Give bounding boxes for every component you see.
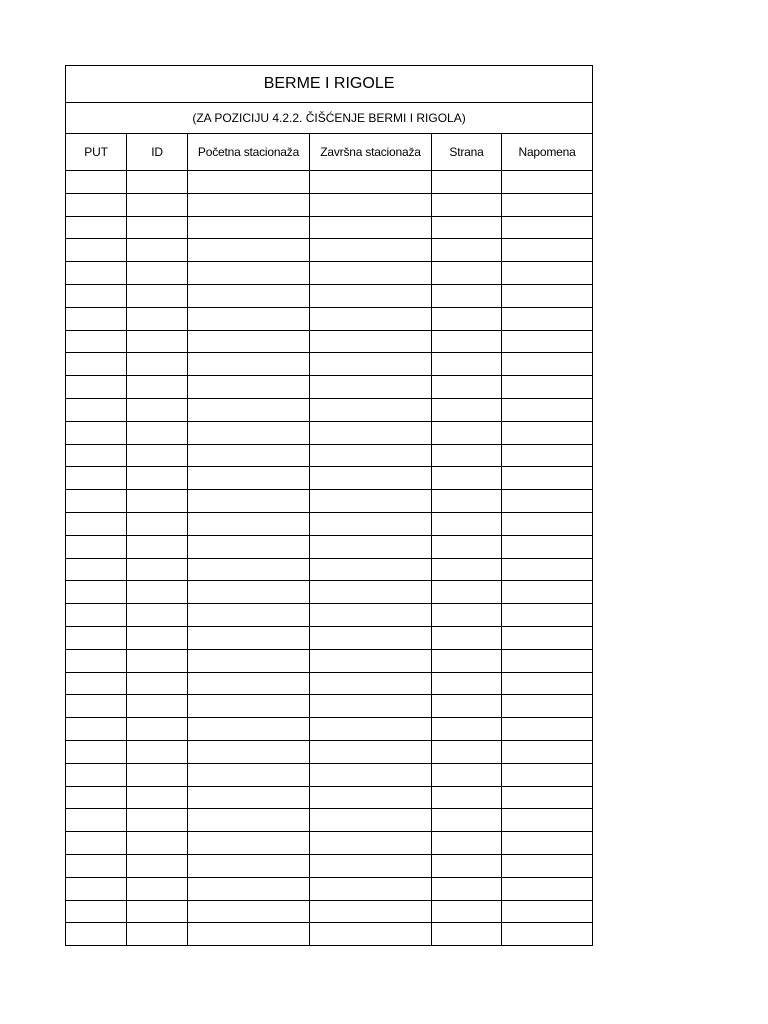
column-header-napomena: Napomena — [502, 134, 593, 171]
table-cell — [502, 900, 593, 923]
table-cell — [502, 284, 593, 307]
table-title: BERME I RIGOLE — [66, 66, 593, 103]
table-cell — [432, 718, 502, 741]
table-row — [66, 171, 593, 194]
table-row — [66, 307, 593, 330]
table-cell — [310, 330, 432, 353]
table-cell — [66, 832, 127, 855]
table-row — [66, 421, 593, 444]
table-cell — [188, 353, 310, 376]
table-cell — [432, 877, 502, 900]
table-cell — [188, 193, 310, 216]
table-cell — [188, 171, 310, 194]
table-cell — [432, 307, 502, 330]
table-cell — [127, 239, 188, 262]
table-cell — [66, 626, 127, 649]
table-cell — [127, 535, 188, 558]
table-cell — [188, 604, 310, 627]
table-cell — [127, 171, 188, 194]
table-cell — [66, 809, 127, 832]
table-cell — [432, 171, 502, 194]
table-cell — [310, 171, 432, 194]
table-row — [66, 832, 593, 855]
table-cell — [66, 923, 127, 946]
table-cell — [432, 604, 502, 627]
table-cell — [432, 626, 502, 649]
table-cell — [310, 763, 432, 786]
table-row — [66, 398, 593, 421]
table-cell — [310, 239, 432, 262]
table-cell — [66, 421, 127, 444]
table-cell — [432, 284, 502, 307]
table-cell — [66, 284, 127, 307]
table-cell — [127, 832, 188, 855]
table-cell — [502, 877, 593, 900]
table-cell — [66, 649, 127, 672]
table-cell — [502, 421, 593, 444]
table-cell — [127, 695, 188, 718]
table-cell — [310, 490, 432, 513]
table-cell — [310, 626, 432, 649]
table-cell — [502, 512, 593, 535]
table-row — [66, 239, 593, 262]
table-cell — [502, 171, 593, 194]
table-cell — [310, 649, 432, 672]
table-cell — [502, 398, 593, 421]
table-subtitle: (ZA POZICIJU 4.2.2. ČIŠĆENJE BERMI I RIGOLA) — [66, 103, 593, 134]
table-cell — [188, 581, 310, 604]
table-cell — [310, 284, 432, 307]
table-cell — [432, 672, 502, 695]
table-cell — [66, 535, 127, 558]
table-cell — [432, 353, 502, 376]
table-cell — [502, 193, 593, 216]
table-cell — [127, 672, 188, 695]
table-cell — [188, 398, 310, 421]
table-cell — [502, 262, 593, 285]
table-cell — [66, 763, 127, 786]
table-cell — [127, 216, 188, 239]
table-row — [66, 353, 593, 376]
table-cell — [432, 900, 502, 923]
table-cell — [502, 581, 593, 604]
table-cell — [502, 307, 593, 330]
table-cell — [502, 718, 593, 741]
table-cell — [188, 649, 310, 672]
table-cell — [127, 626, 188, 649]
table-cell — [66, 558, 127, 581]
table-cell — [188, 558, 310, 581]
table-cell — [127, 786, 188, 809]
table-cell — [432, 444, 502, 467]
table-cell — [432, 398, 502, 421]
table-cell — [127, 854, 188, 877]
table-cell — [502, 353, 593, 376]
table-cell — [432, 923, 502, 946]
table-row — [66, 854, 593, 877]
table-cell — [310, 444, 432, 467]
table-cell — [188, 444, 310, 467]
table-cell — [66, 262, 127, 285]
table-cell — [432, 330, 502, 353]
table-cell — [310, 695, 432, 718]
table-cell — [502, 649, 593, 672]
table-cell — [188, 740, 310, 763]
table-cell — [310, 786, 432, 809]
table-row — [66, 877, 593, 900]
table-cell — [66, 398, 127, 421]
table-cell — [188, 786, 310, 809]
table-cell — [188, 672, 310, 695]
table-cell — [127, 718, 188, 741]
table-row — [66, 900, 593, 923]
table-cell — [502, 535, 593, 558]
table-row — [66, 512, 593, 535]
table-row — [66, 786, 593, 809]
table-cell — [127, 467, 188, 490]
table-row — [66, 284, 593, 307]
table-cell — [432, 512, 502, 535]
table-cell — [127, 284, 188, 307]
table-cell — [310, 604, 432, 627]
table-row — [66, 193, 593, 216]
table-row — [66, 262, 593, 285]
table-cell — [66, 854, 127, 877]
table-cell — [188, 718, 310, 741]
table-cell — [66, 307, 127, 330]
table-cell — [310, 877, 432, 900]
table-cell — [127, 763, 188, 786]
table-cell — [310, 421, 432, 444]
table-cell — [66, 330, 127, 353]
table-cell — [66, 193, 127, 216]
table-cell — [502, 490, 593, 513]
table-cell — [502, 604, 593, 627]
table-cell — [432, 809, 502, 832]
table-cell — [432, 535, 502, 558]
table-cell — [432, 467, 502, 490]
table-cell — [502, 809, 593, 832]
table-cell — [432, 763, 502, 786]
table-cell — [310, 307, 432, 330]
column-header-strana: Strana — [432, 134, 502, 171]
table-cell — [127, 877, 188, 900]
table-cell — [66, 216, 127, 239]
table-cell — [502, 695, 593, 718]
table-cell — [502, 854, 593, 877]
table-cell — [502, 786, 593, 809]
table-cell — [127, 740, 188, 763]
table-cell — [432, 239, 502, 262]
table-cell — [127, 307, 188, 330]
table-cell — [432, 832, 502, 855]
table-cell — [310, 900, 432, 923]
table-cell — [127, 558, 188, 581]
table-row — [66, 626, 593, 649]
table-row — [66, 581, 593, 604]
table-cell — [310, 581, 432, 604]
table-cell — [502, 330, 593, 353]
table-cell — [310, 558, 432, 581]
table-cell — [188, 284, 310, 307]
table-cell — [127, 353, 188, 376]
table-cell — [432, 216, 502, 239]
table-row — [66, 809, 593, 832]
table-cell — [66, 604, 127, 627]
table-cell — [310, 467, 432, 490]
table-cell — [188, 626, 310, 649]
table-cell — [432, 376, 502, 399]
table-cell — [127, 444, 188, 467]
table-cell — [188, 421, 310, 444]
table-cell — [188, 900, 310, 923]
table-cell — [502, 376, 593, 399]
table-cell — [66, 786, 127, 809]
table-cell — [66, 239, 127, 262]
table-cell — [310, 832, 432, 855]
table-cell — [66, 900, 127, 923]
table-cell — [127, 330, 188, 353]
table-cell — [432, 695, 502, 718]
table-row — [66, 444, 593, 467]
table-cell — [66, 171, 127, 194]
table-cell — [66, 581, 127, 604]
column-header-zavrsna-stacionaza: Završna stacionaža — [310, 134, 432, 171]
table-cell — [310, 216, 432, 239]
table-cell — [432, 193, 502, 216]
column-header-put: PUT — [66, 134, 127, 171]
table-cell — [188, 239, 310, 262]
table-row — [66, 376, 593, 399]
table-row — [66, 740, 593, 763]
table-cell — [188, 490, 310, 513]
table-cell — [188, 512, 310, 535]
table-cell — [310, 262, 432, 285]
table-cell — [310, 672, 432, 695]
table-cell — [188, 763, 310, 786]
table-cell — [432, 854, 502, 877]
table-cell — [432, 490, 502, 513]
table-cell — [188, 695, 310, 718]
table-row — [66, 558, 593, 581]
table-cell — [432, 649, 502, 672]
table-row — [66, 467, 593, 490]
berme-rigole-table — [65, 65, 593, 946]
table-cell — [188, 854, 310, 877]
table-cell — [310, 376, 432, 399]
table-row — [66, 695, 593, 718]
table-cell — [188, 832, 310, 855]
table-cell — [188, 467, 310, 490]
table-cell — [432, 421, 502, 444]
table-cell — [66, 718, 127, 741]
table-cell — [188, 809, 310, 832]
table-cell — [188, 330, 310, 353]
table-cell — [127, 512, 188, 535]
table-row — [66, 604, 593, 627]
table-cell — [502, 740, 593, 763]
table-row — [66, 649, 593, 672]
table-cell — [66, 512, 127, 535]
table-cell — [66, 444, 127, 467]
table-cell — [66, 490, 127, 513]
table-cell — [127, 376, 188, 399]
table-cell — [66, 376, 127, 399]
table-cell — [127, 604, 188, 627]
table-cell — [432, 786, 502, 809]
table-cell — [310, 740, 432, 763]
table-cell — [188, 535, 310, 558]
table-cell — [432, 581, 502, 604]
table-cell — [188, 877, 310, 900]
table-cell — [66, 353, 127, 376]
table-cell — [502, 444, 593, 467]
table-cell — [502, 832, 593, 855]
table-cell — [66, 467, 127, 490]
table-cell — [502, 626, 593, 649]
table-cell — [127, 262, 188, 285]
header-row — [66, 134, 593, 171]
table-row — [66, 923, 593, 946]
table-cell — [188, 307, 310, 330]
table-cell — [310, 854, 432, 877]
table-row — [66, 718, 593, 741]
table-cell — [310, 398, 432, 421]
table-cell — [188, 216, 310, 239]
table-cell — [502, 672, 593, 695]
table-cell — [502, 216, 593, 239]
table-cell — [310, 809, 432, 832]
table-cell — [502, 467, 593, 490]
table-cell — [502, 763, 593, 786]
table-cell — [127, 581, 188, 604]
table-row — [66, 490, 593, 513]
table-cell — [310, 718, 432, 741]
table-row — [66, 672, 593, 695]
table-cell — [127, 649, 188, 672]
table-cell — [502, 558, 593, 581]
table-row — [66, 535, 593, 558]
table-row — [66, 216, 593, 239]
table-cell — [502, 923, 593, 946]
table-cell — [310, 353, 432, 376]
table-cell — [127, 900, 188, 923]
table-row — [66, 763, 593, 786]
table-cell — [432, 558, 502, 581]
table-cell — [66, 740, 127, 763]
table-cell — [127, 490, 188, 513]
column-header-pocetna-stacionaza: Početna stacionaža — [188, 134, 310, 171]
table-cell — [310, 535, 432, 558]
table-cell — [127, 421, 188, 444]
table-cell — [432, 740, 502, 763]
table-cell — [432, 262, 502, 285]
column-header-id: ID — [127, 134, 188, 171]
table-cell — [127, 398, 188, 421]
table-cell — [502, 239, 593, 262]
table-cell — [66, 877, 127, 900]
table-cell — [310, 512, 432, 535]
table-cell — [127, 809, 188, 832]
table-cell — [127, 923, 188, 946]
table-cell — [188, 923, 310, 946]
table-cell — [310, 193, 432, 216]
table-cell — [310, 923, 432, 946]
table-cell — [66, 672, 127, 695]
table-cell — [66, 695, 127, 718]
table-cell — [188, 376, 310, 399]
table-cell — [127, 193, 188, 216]
table-cell — [188, 262, 310, 285]
table-row — [66, 330, 593, 353]
